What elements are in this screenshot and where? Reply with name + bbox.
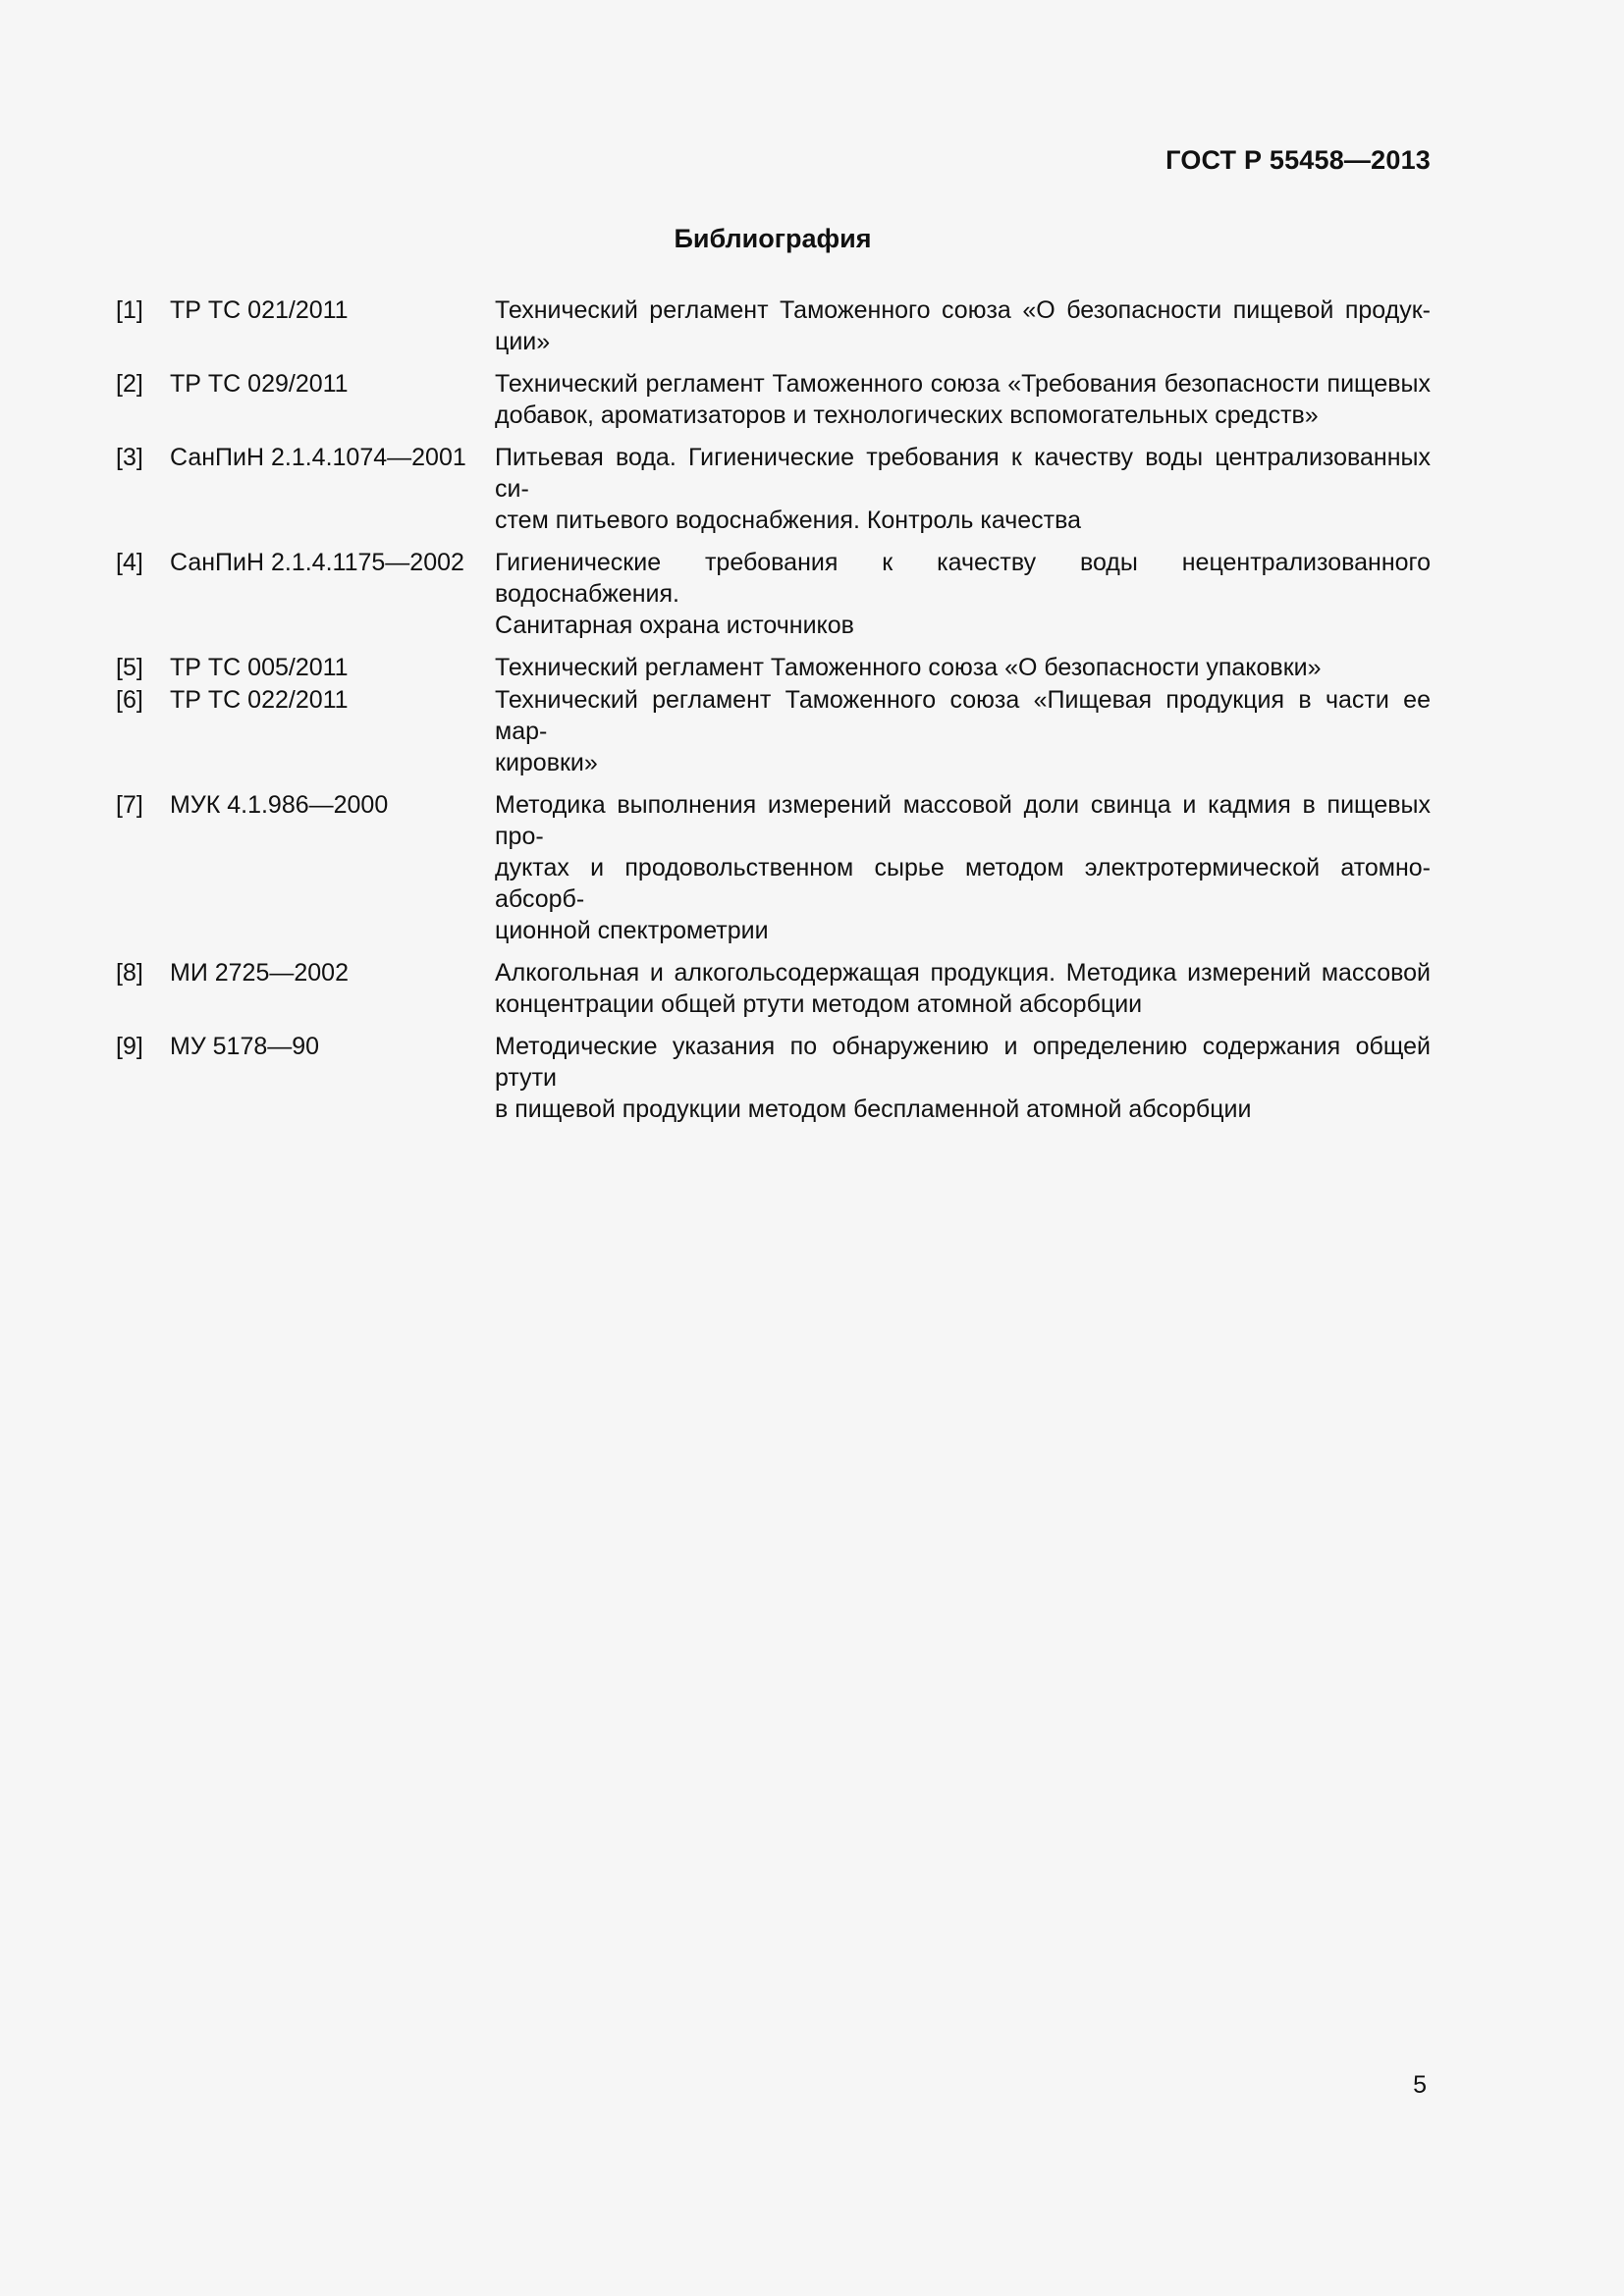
entry-description <box>495 652 1431 683</box>
entry-code: ТР ТС 022/2011 <box>170 686 349 714</box>
section-title: Библиография <box>674 224 872 253</box>
entry-description-line: ции» <box>495 328 551 355</box>
entry-code: МУ 5178—90 <box>170 1033 320 1060</box>
entry-code: СанПиН 2.1.4.1175—2002 <box>170 549 464 576</box>
entry-number: [8] <box>116 959 143 987</box>
entry-description <box>495 957 1431 1020</box>
entry-description-line: Технический регламент Таможенного союза «О безопасности упаковки» <box>495 654 1322 681</box>
bibliography-entry <box>116 294 1431 357</box>
entry-number: [3] <box>116 444 143 471</box>
entry-number: [5] <box>116 654 143 681</box>
entry-description-line: Гигиенические требования к качеству воды нецентрализованного водоснабжения. <box>495 549 1431 608</box>
entry-description <box>495 294 1431 357</box>
bibliography-entry <box>116 684 1431 778</box>
document-standard-id: ГОСТ Р 55458—2013 <box>1165 145 1431 175</box>
entry-description <box>495 442 1431 536</box>
entry-description <box>495 1031 1431 1125</box>
entry-number: [1] <box>116 296 143 324</box>
entry-description <box>495 368 1431 431</box>
bibliography-entry <box>116 368 1431 431</box>
page-number: 5 <box>1413 2071 1427 2099</box>
entry-description-line: кировки» <box>495 749 598 776</box>
bibliography-entry <box>116 547 1431 641</box>
entry-description-line: Методика выполнения измерений массовой доли свинца и кадмия в пищевых про- <box>495 791 1431 850</box>
entry-description-line: Алкогольная и алкогольсодержащая продукция. Методика измерений массовой <box>495 959 1431 987</box>
entry-code: ТР ТС 029/2011 <box>170 370 349 398</box>
entry-description-line: стем питьевого водоснабжения. Контроль качества <box>495 507 1081 534</box>
bibliography-entry <box>116 442 1431 536</box>
entry-description-line: Технический регламент Таможенного союза «О безопасности пищевой продук- <box>495 296 1431 324</box>
entry-description-line: Методические указания по обнаружению и определению содержания общей ртути <box>495 1033 1431 1092</box>
entry-description <box>495 684 1431 778</box>
entry-number: [6] <box>116 686 143 714</box>
entry-description-line: добавок, ароматизаторов и технологических вспомогательных средств» <box>495 401 1319 429</box>
entry-number: [2] <box>116 370 143 398</box>
entry-description-line: Технический регламент Таможенного союза «Требования безопасности пищевых <box>495 370 1431 398</box>
entry-description-line: в пищевой продукции методом беспламенной атомной абсорбции <box>495 1095 1252 1123</box>
bibliography-entry <box>116 957 1431 1020</box>
bibliography-list <box>116 294 1431 1125</box>
entry-description-line: Питьевая вода. Гигиенические требования к качеству воды централизованных си- <box>495 444 1431 503</box>
entry-number: [9] <box>116 1033 143 1060</box>
entry-code: МУК 4.1.986—2000 <box>170 791 389 819</box>
entry-code: ТР ТС 021/2011 <box>170 296 349 324</box>
entry-description <box>495 789 1431 946</box>
entry-code: ТР ТС 005/2011 <box>170 654 349 681</box>
bibliography-entry <box>116 1031 1431 1125</box>
entry-number: [4] <box>116 549 143 576</box>
entry-code: МИ 2725—2002 <box>170 959 349 987</box>
entry-description-line: Технический регламент Таможенного союза «Пищевая продукция в части ее мар- <box>495 686 1431 745</box>
entry-description <box>495 547 1431 641</box>
entry-number: [7] <box>116 791 143 819</box>
entry-description-line: Санитарная охрана источников <box>495 612 854 639</box>
entry-code: СанПиН 2.1.4.1074—2001 <box>170 444 466 471</box>
entry-description-line: дуктах и продовольственном сырье методом электротермической атомно-абсорб- <box>495 854 1431 913</box>
entry-description-line: ционной спектрометрии <box>495 917 769 944</box>
entry-description-line: концентрации общей ртути методом атомной абсорбции <box>495 990 1143 1018</box>
bibliography-entry <box>116 789 1431 946</box>
bibliography-entry <box>116 652 1431 683</box>
